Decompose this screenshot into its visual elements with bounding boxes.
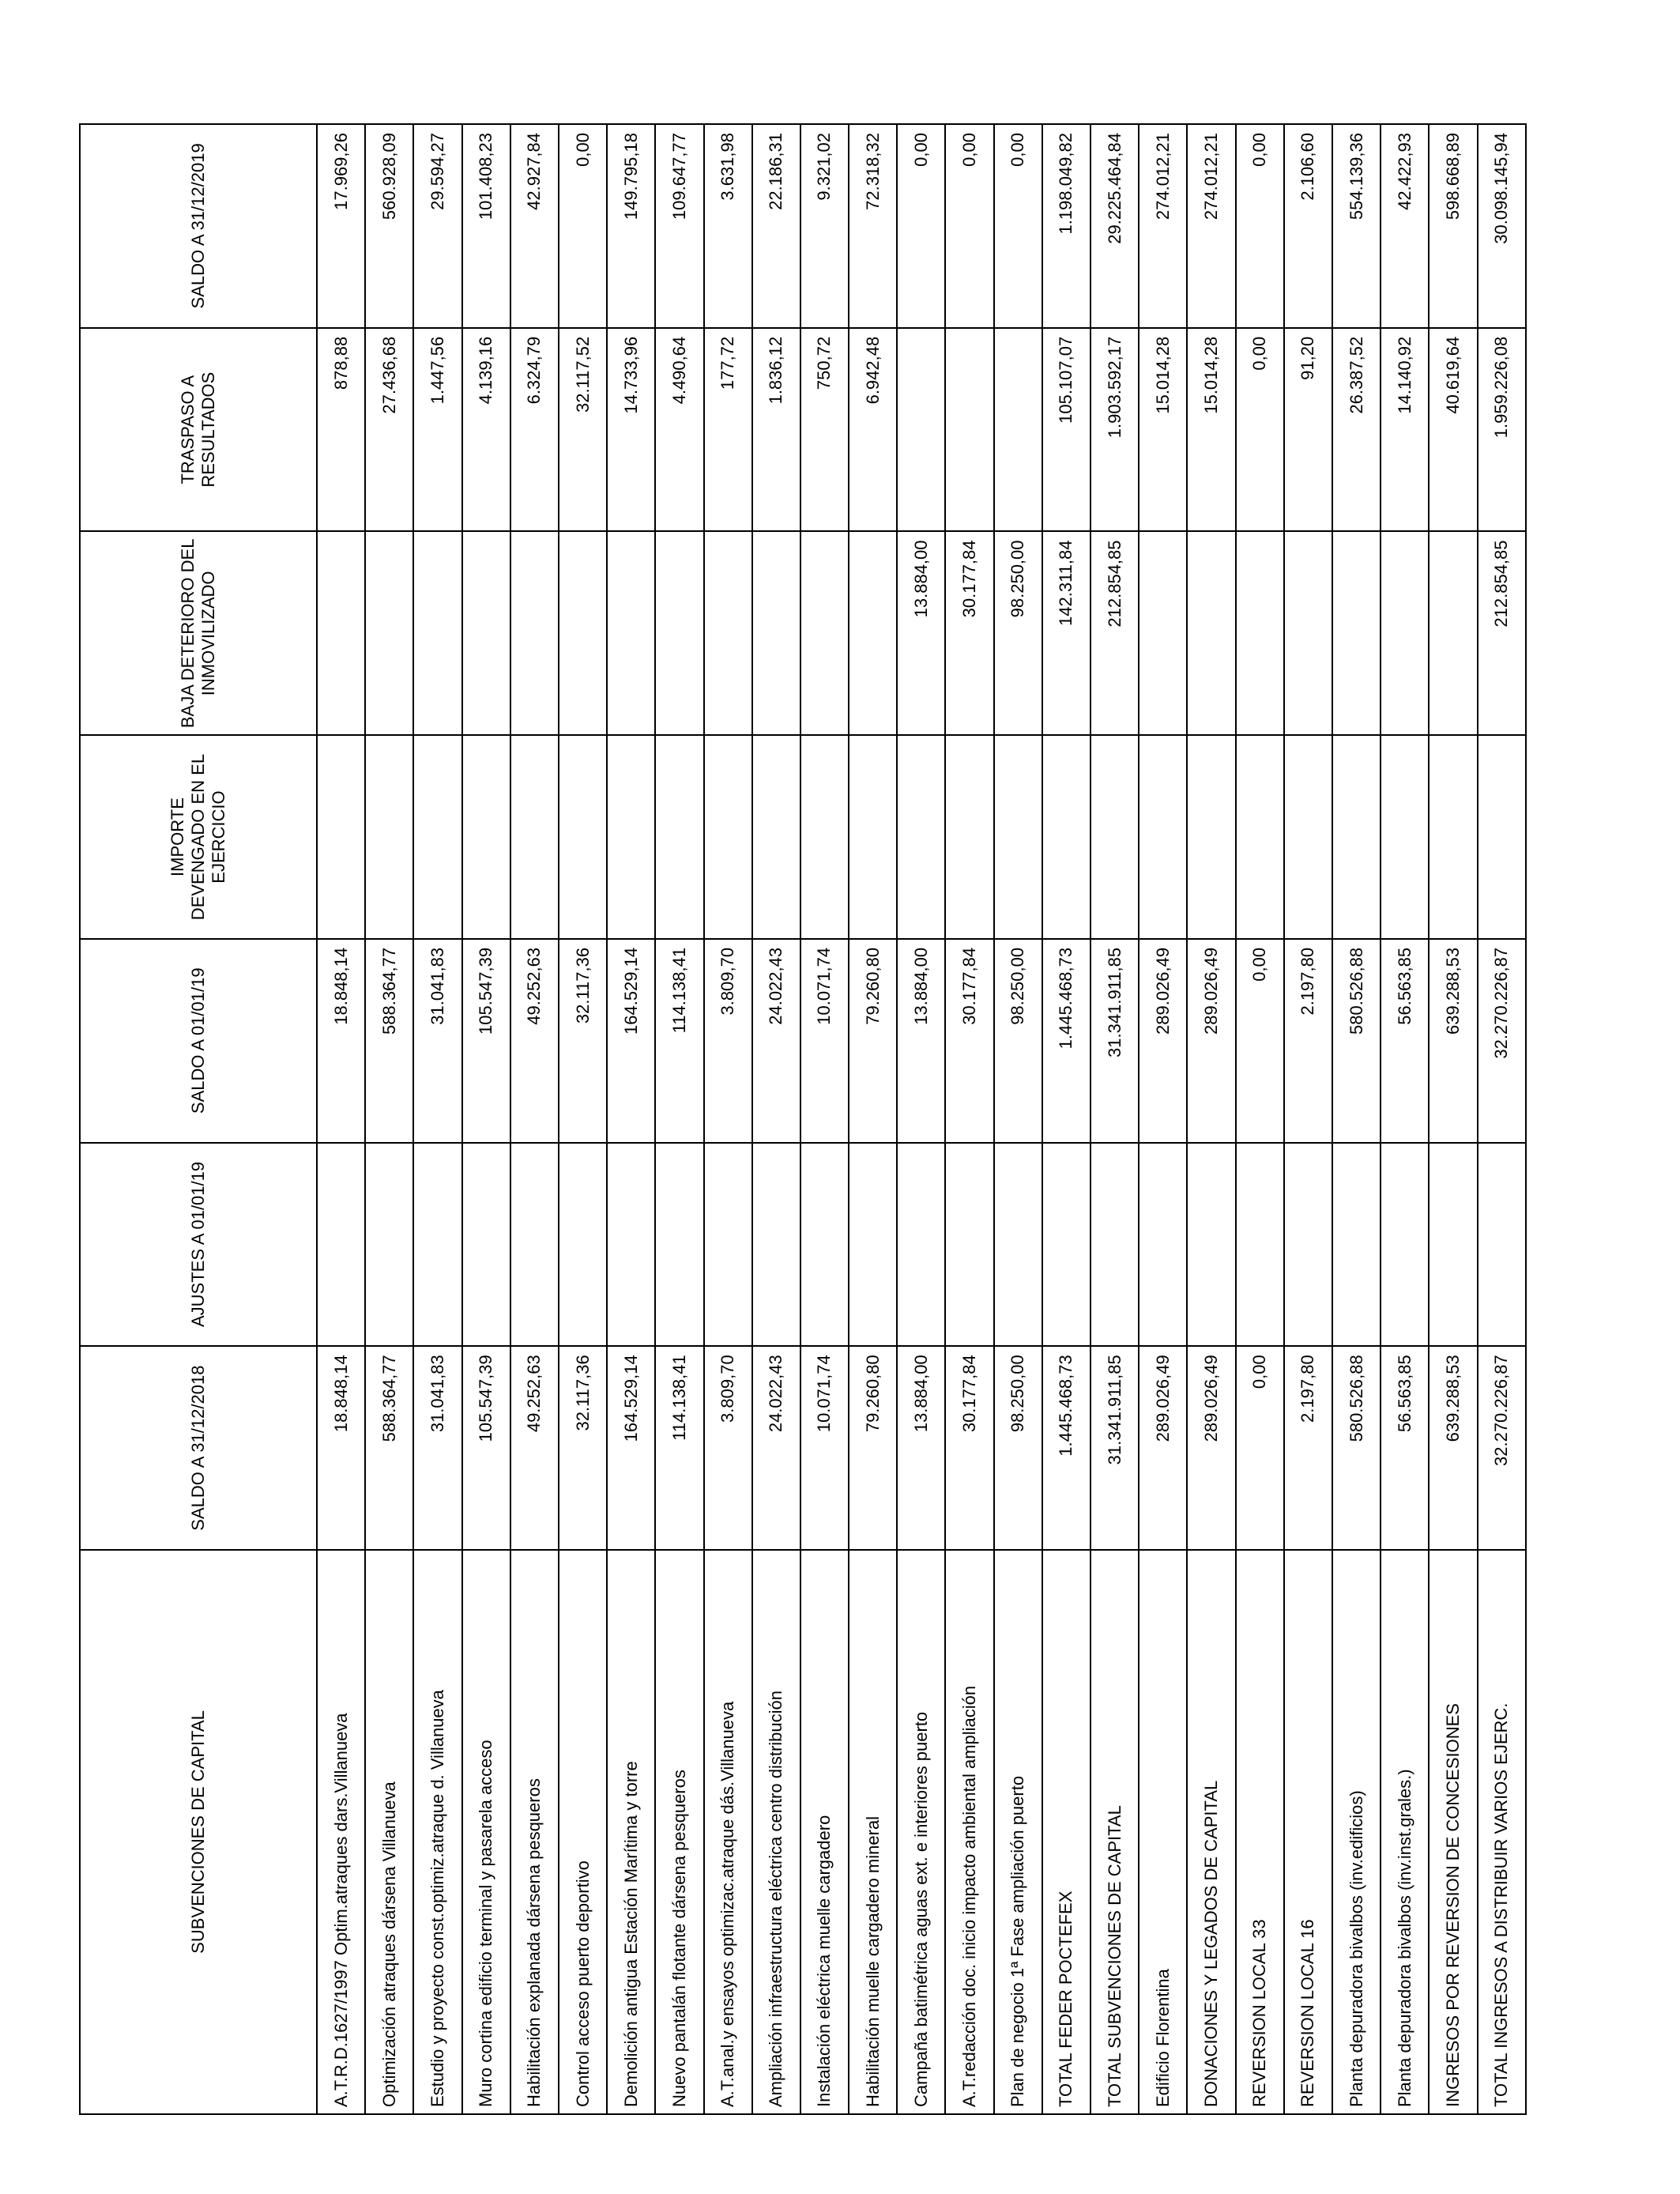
value-cell: 0,00: [1236, 124, 1284, 328]
value-cell: 212.854,85: [1478, 531, 1527, 735]
value-cell: [510, 531, 559, 735]
value-cell: 31.341.911,85: [1090, 939, 1139, 1143]
value-cell: 2.197,80: [1284, 1346, 1332, 1550]
value-cell: 18.848,14: [317, 939, 365, 1143]
value-cell: 98.250,00: [994, 939, 1042, 1143]
value-cell: [655, 1143, 703, 1347]
value-cell: [849, 1143, 897, 1347]
value-cell: 32.117,52: [559, 328, 607, 532]
value-cell: 2.106,60: [1284, 124, 1332, 328]
table-row: [1381, 124, 1429, 2114]
value-cell: [1042, 735, 1090, 939]
value-cell: 29.594,27: [413, 124, 461, 328]
value-cell: 0,00: [897, 124, 945, 328]
value-cell: 639.288,53: [1429, 1346, 1477, 1550]
value-cell: 164.529,14: [607, 1346, 655, 1550]
row-label: A.T.R.D.1627/1997 Optim.atraques dars.Villanueva: [317, 1550, 365, 2114]
value-cell: 142.311,84: [1042, 531, 1090, 735]
value-cell: 101.408,23: [462, 124, 510, 328]
value-cell: [365, 1143, 413, 1347]
value-cell: 554.139,36: [1332, 124, 1381, 328]
row-label: Campaña batimétrica aguas ext. e interiores puerto: [897, 1550, 945, 2114]
value-cell: 14.733,96: [607, 328, 655, 532]
value-cell: 56.563,85: [1381, 939, 1429, 1143]
value-cell: 30.098.145,94: [1478, 124, 1527, 328]
value-cell: [1381, 1143, 1429, 1347]
value-cell: 0,00: [1236, 328, 1284, 532]
table-row: [1090, 124, 1139, 2114]
value-cell: [945, 328, 993, 532]
value-cell: [607, 1143, 655, 1347]
value-cell: 212.854,85: [1090, 531, 1139, 735]
value-cell: [1187, 1143, 1235, 1347]
value-cell: 1.903.592,17: [1090, 328, 1139, 532]
row-label: INGRESOS POR REVERSION DE CONCESIONES: [1429, 1550, 1477, 2114]
value-cell: [559, 1143, 607, 1347]
value-cell: 109.647,77: [655, 124, 703, 328]
value-cell: 289.026,49: [1187, 1346, 1235, 1550]
value-cell: [1429, 531, 1477, 735]
value-cell: 32.117,36: [559, 939, 607, 1143]
row-label: Planta depuradora bivalbos (inv.edificios): [1332, 1550, 1381, 2114]
value-cell: [1478, 735, 1527, 939]
value-cell: 40.619,64: [1429, 328, 1477, 532]
value-cell: 18.848,14: [317, 1346, 365, 1550]
value-cell: 0,00: [1236, 1346, 1284, 1550]
row-label: A.T.redacción doc. inicio impacto ambiental ampliación: [945, 1550, 993, 2114]
value-cell: 177,72: [704, 328, 752, 532]
value-cell: 27.436,68: [365, 328, 413, 532]
row-label: Habilitación muelle cargadero mineral: [849, 1550, 897, 2114]
value-cell: 2.197,80: [1284, 939, 1332, 1143]
value-cell: 91,20: [1284, 328, 1332, 532]
value-cell: [413, 531, 461, 735]
value-cell: 79.260,80: [849, 939, 897, 1143]
value-cell: [1284, 531, 1332, 735]
value-cell: 98.250,00: [994, 1346, 1042, 1550]
value-cell: [994, 328, 1042, 532]
value-cell: 289.026,49: [1187, 939, 1235, 1143]
value-cell: 3.631,98: [704, 124, 752, 328]
value-cell: [800, 735, 849, 939]
value-cell: 13.884,00: [897, 531, 945, 735]
value-cell: 0,00: [1236, 939, 1284, 1143]
value-cell: [752, 531, 800, 735]
value-cell: 24.022,43: [752, 1346, 800, 1550]
value-cell: 32.270.226,87: [1478, 939, 1527, 1143]
table-row: [1187, 124, 1235, 2114]
row-label: Estudio y proyecto const.optimiz.atraque d. Villanueva: [413, 1550, 461, 2114]
value-cell: 17.969,26: [317, 124, 365, 328]
value-cell: 0,00: [559, 124, 607, 328]
value-cell: [994, 1143, 1042, 1347]
value-cell: 4.139,16: [462, 328, 510, 532]
value-cell: 26.387,52: [1332, 328, 1381, 532]
value-cell: [559, 531, 607, 735]
value-cell: 149.795,18: [607, 124, 655, 328]
value-cell: 1.445.468,73: [1042, 939, 1090, 1143]
table-row: [365, 124, 413, 2114]
value-cell: [413, 1143, 461, 1347]
value-cell: 274.012,21: [1139, 124, 1187, 328]
value-cell: 878,88: [317, 328, 365, 532]
row-label: Demolición antigua Estación Marítima y torre: [607, 1550, 655, 2114]
value-cell: 32.270.226,87: [1478, 1346, 1527, 1550]
value-cell: 639.288,53: [1429, 939, 1477, 1143]
row-label: Planta depuradora bivalbos (inv.inst.grales.): [1381, 1550, 1429, 2114]
row-label: Control acceso puerto deportivo: [559, 1550, 607, 2114]
value-cell: [413, 735, 461, 939]
value-cell: [607, 735, 655, 939]
table-row: [897, 124, 945, 2114]
table-row: [945, 124, 993, 2114]
table-row: [1284, 124, 1332, 2114]
row-label: Optimización atraques dársena Villanueva: [365, 1550, 413, 2114]
table-row: [1332, 124, 1381, 2114]
value-cell: [704, 531, 752, 735]
value-cell: [1139, 735, 1187, 939]
value-cell: 15.014,28: [1187, 328, 1235, 532]
table-row: [800, 124, 849, 2114]
value-cell: 32.117,36: [559, 1346, 607, 1550]
row-label: TOTAL INGRESOS A DISTRIBUIR VARIOS EJERC.: [1478, 1550, 1527, 2114]
value-cell: 0,00: [994, 124, 1042, 328]
value-cell: [1381, 735, 1429, 939]
value-cell: 29.225.464,84: [1090, 124, 1139, 328]
value-cell: 3.809,70: [704, 939, 752, 1143]
value-cell: 560.928,09: [365, 124, 413, 328]
value-cell: 588.364,77: [365, 1346, 413, 1550]
row-label: DONACIONES Y LEGADOS DE CAPITAL: [1187, 1550, 1235, 2114]
value-cell: [607, 531, 655, 735]
value-cell: [1236, 531, 1284, 735]
value-cell: 49.252,63: [510, 1346, 559, 1550]
value-cell: [1236, 1143, 1284, 1347]
value-cell: 105.107,07: [1042, 328, 1090, 532]
value-cell: [1332, 735, 1381, 939]
value-cell: 13.884,00: [897, 1346, 945, 1550]
value-cell: 22.186,31: [752, 124, 800, 328]
column-header: TRASPASO A RESULTADOS: [80, 328, 317, 532]
column-header: IMPORTE DEVENGADO EN EL EJERCICIO: [80, 735, 317, 939]
value-cell: 164.529,14: [607, 939, 655, 1143]
rotated-table-container: [79, 123, 1527, 2115]
column-header: SALDO A 31/12/2019: [80, 124, 317, 328]
table-row: [559, 124, 607, 2114]
value-cell: 24.022,43: [752, 939, 800, 1143]
value-cell: 56.563,85: [1381, 1346, 1429, 1550]
value-cell: 42.422,93: [1381, 124, 1429, 328]
value-cell: 114.138,41: [655, 1346, 703, 1550]
value-cell: 31.041,83: [413, 1346, 461, 1550]
value-cell: 274.012,21: [1187, 124, 1235, 328]
table-row: [1139, 124, 1187, 2114]
value-cell: [1284, 735, 1332, 939]
column-header: SALDO A 01/01/19: [80, 939, 317, 1143]
value-cell: 0,00: [945, 124, 993, 328]
value-cell: [800, 1143, 849, 1347]
value-cell: [1478, 1143, 1527, 1347]
header-row: [80, 124, 317, 2114]
subsidies-table: [79, 123, 1527, 2115]
value-cell: [1429, 1143, 1477, 1347]
value-cell: [752, 1143, 800, 1347]
value-cell: 588.364,77: [365, 939, 413, 1143]
row-label: A.T.anal.y ensayos optimizac.atraque dás.Villanueva: [704, 1550, 752, 2114]
value-cell: [1236, 735, 1284, 939]
value-cell: [510, 735, 559, 939]
value-cell: 598.668,89: [1429, 124, 1477, 328]
table-row: [510, 124, 559, 2114]
table-row: [413, 124, 461, 2114]
value-cell: 10.071,74: [800, 939, 849, 1143]
value-cell: 14.140,92: [1381, 328, 1429, 532]
value-cell: [704, 735, 752, 939]
table-row: [849, 124, 897, 2114]
value-cell: [317, 1143, 365, 1347]
table-row: [317, 124, 365, 2114]
value-cell: 98.250,00: [994, 531, 1042, 735]
value-cell: [462, 1143, 510, 1347]
value-cell: 580.526,88: [1332, 939, 1381, 1143]
table-row: [462, 124, 510, 2114]
value-cell: [462, 735, 510, 939]
row-label: Plan de negocio 1ª Fase ampliación puerto: [994, 1550, 1042, 2114]
table-body: [317, 124, 1526, 2114]
value-cell: 1.445.468,73: [1042, 1346, 1090, 1550]
value-cell: 72.318,32: [849, 124, 897, 328]
value-cell: 3.809,70: [704, 1346, 752, 1550]
value-cell: 79.260,80: [849, 1346, 897, 1550]
value-cell: [897, 1143, 945, 1347]
value-cell: [365, 735, 413, 939]
value-cell: [1139, 1143, 1187, 1347]
table-row: [704, 124, 752, 2114]
table-row: [607, 124, 655, 2114]
column-header: AJUSTES A 01/01/19: [80, 1143, 317, 1347]
value-cell: 1.198.049,82: [1042, 124, 1090, 328]
value-cell: [704, 1143, 752, 1347]
value-cell: 10.071,74: [800, 1346, 849, 1550]
value-cell: [1187, 531, 1235, 735]
table-header: [80, 124, 317, 2114]
value-cell: [317, 735, 365, 939]
value-cell: [800, 531, 849, 735]
value-cell: 289.026,49: [1139, 939, 1187, 1143]
value-cell: [510, 1143, 559, 1347]
row-label: Instalación eléctrica muelle cargadero: [800, 1550, 849, 2114]
value-cell: 31.341.911,85: [1090, 1346, 1139, 1550]
row-label: Muro cortina edificio terminal y pasarela acceso: [462, 1550, 510, 2114]
row-label: Edificio Florentina: [1139, 1550, 1187, 2114]
row-label: TOTAL SUBVENCIONES DE CAPITAL: [1090, 1550, 1139, 2114]
value-cell: 1.447,56: [413, 328, 461, 532]
value-cell: [1042, 1143, 1090, 1347]
table-row: [1478, 124, 1527, 2114]
value-cell: 42.927,84: [510, 124, 559, 328]
table-row: [994, 124, 1042, 2114]
value-cell: [849, 531, 897, 735]
value-cell: [897, 735, 945, 939]
value-cell: [462, 531, 510, 735]
value-cell: [317, 531, 365, 735]
value-cell: 580.526,88: [1332, 1346, 1381, 1550]
table-row: [752, 124, 800, 2114]
value-cell: 1.959.226,08: [1478, 328, 1527, 532]
value-cell: [1284, 1143, 1332, 1347]
table-row: [1042, 124, 1090, 2114]
value-cell: 49.252,63: [510, 939, 559, 1143]
value-cell: [849, 735, 897, 939]
value-cell: 6.324,79: [510, 328, 559, 532]
value-cell: 114.138,41: [655, 939, 703, 1143]
value-cell: 30.177,84: [945, 531, 993, 735]
value-cell: 289.026,49: [1139, 1346, 1187, 1550]
table-row: [1236, 124, 1284, 2114]
row-label: REVERSION LOCAL 33: [1236, 1550, 1284, 2114]
value-cell: [1187, 735, 1235, 939]
value-cell: 30.177,84: [945, 939, 993, 1143]
value-cell: 105.547,39: [462, 1346, 510, 1550]
value-cell: [365, 531, 413, 735]
row-label: Ampliación infraestructura eléctrica centro distribución: [752, 1550, 800, 2114]
row-label: Nuevo pantalán flotante dársena pesqueros: [655, 1550, 703, 2114]
value-cell: [1139, 531, 1187, 735]
value-cell: 31.041,83: [413, 939, 461, 1143]
column-header: SUBVENCIONES DE CAPITAL: [80, 1550, 317, 2114]
value-cell: [559, 735, 607, 939]
value-cell: 6.942,48: [849, 328, 897, 532]
row-label: Habilitación explanada dársena pesqueros: [510, 1550, 559, 2114]
value-cell: [994, 735, 1042, 939]
value-cell: 4.490,64: [655, 328, 703, 532]
column-header: SALDO A 31/12/2018: [80, 1346, 317, 1550]
value-cell: 1.836,12: [752, 328, 800, 532]
row-label: REVERSION LOCAL 16: [1284, 1550, 1332, 2114]
value-cell: 750,72: [800, 328, 849, 532]
column-header: BAJA DETERIORO DEL INMOVILIZADO: [80, 531, 317, 735]
value-cell: [1332, 531, 1381, 735]
value-cell: 105.547,39: [462, 939, 510, 1143]
value-cell: [655, 735, 703, 939]
row-label: TOTAL FEDER POCTEFEX: [1042, 1550, 1090, 2114]
value-cell: [945, 1143, 993, 1347]
value-cell: [655, 531, 703, 735]
value-cell: [1332, 1143, 1381, 1347]
table-row: [1429, 124, 1477, 2114]
value-cell: [1429, 735, 1477, 939]
value-cell: [1381, 531, 1429, 735]
table-row: [655, 124, 703, 2114]
value-cell: [1090, 1143, 1139, 1347]
value-cell: [1090, 735, 1139, 939]
value-cell: [752, 735, 800, 939]
value-cell: [945, 735, 993, 939]
value-cell: [897, 328, 945, 532]
value-cell: 9.321,02: [800, 124, 849, 328]
value-cell: 30.177,84: [945, 1346, 993, 1550]
value-cell: 13.884,00: [897, 939, 945, 1143]
value-cell: 15.014,28: [1139, 328, 1187, 532]
